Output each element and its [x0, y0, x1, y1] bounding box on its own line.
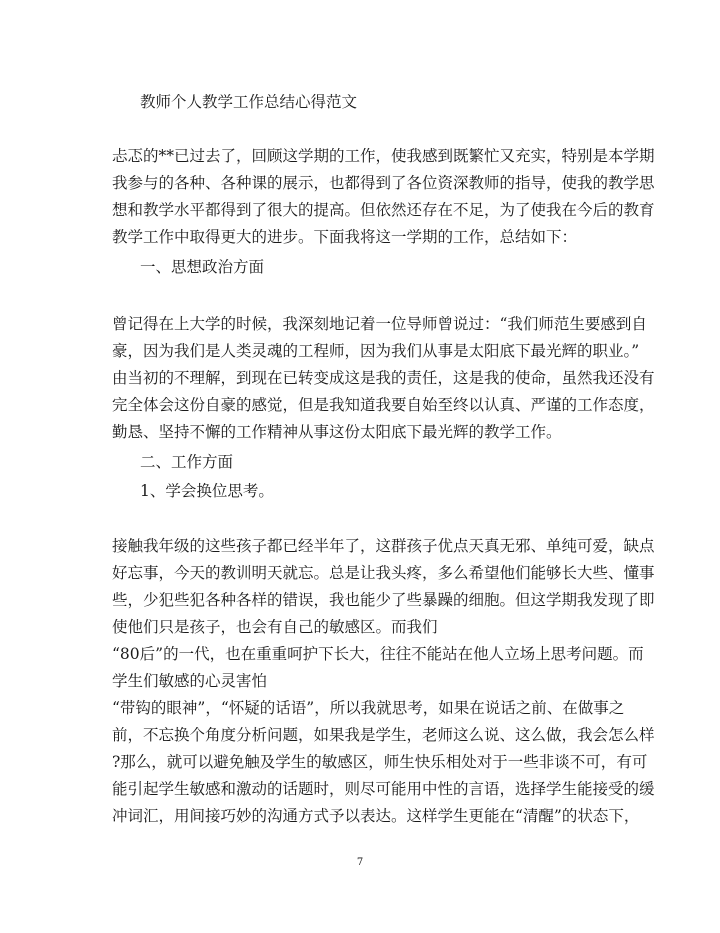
text-line: 冲词汇，用间接巧妙的沟通方式予以表达。这样学生更能在“清醒”的状态下， [112, 807, 640, 825]
text-line: 豪，因为我们是人类灵魂的工程师，因为我们从事是太阳底下最光辉的职业。” [112, 342, 640, 360]
text-line: “80后”的一代，也在重重呵护下长大，往往不能站在他人立场上思考问题。而 [112, 645, 644, 663]
text-line: 能引起学生敏感和激动的话题时，则尽可能用中性的言语，选择学生能接受的缓 [112, 780, 655, 798]
text-line: 我参与的各种、各种课的展示，也都得到了各位资深教师的指导，使我的教学思 [112, 174, 655, 192]
section-heading-2: 二、工作方面 [140, 453, 234, 471]
text-line: 想和教学水平都得到了很大的提高。但依然还存在不足，为了使我在今后的教育 [112, 201, 655, 219]
text-line: “带钩的眼神”，“怀疑的话语”，所以我就思考，如果在说话之前、在做事之 [112, 699, 625, 717]
text-line: 曾记得在上大学的时候，我深刻地记着一位导师曾说过：“我们师范生要感到自 [112, 315, 647, 333]
document-title: 教师个人教学工作总结心得范文 [140, 93, 358, 111]
text-line: 忐忑的**已过去了，回顾这学期的工作，使我感到既繁忙又充实，特别是本学期 [112, 147, 655, 165]
subsection-heading-1: 1、学会换位思考。 [140, 482, 274, 500]
text-line: ?那么，就可以避免触及学生的敏感区，师生快乐相处对于一些非谈不可，有可 [112, 753, 648, 771]
text-line: 教学工作中取得更大的进步。下面我将这一学期的工作，总结如下： [112, 228, 578, 246]
text-line: 勤恳、坚持不懈的工作精神从事这份太阳底下最光辉的教学工作。 [112, 423, 562, 441]
text-line: 学生们敏感的心灵害怕 [112, 672, 268, 690]
text-line: 前，不忘换个角度分析问题，如果我是学生，老师这么说、这么做，我会怎么样 [112, 726, 655, 744]
text-line: 使他们只是孩子，也会有自己的敏感区。而我们 [112, 618, 438, 636]
text-line: 完全体会这份自豪的感觉，但是我知道我要自始至终以认真、严谨的工作态度， [112, 396, 655, 414]
section-heading-1: 一、思想政治方面 [140, 258, 265, 276]
text-line: 接触我年级的这些孩子都已经半年了，这群孩子优点天真无邪、单纯可爱，缺点 [112, 537, 655, 555]
page-number: 7 [356, 857, 364, 868]
text-line: 好忘事，今天的教训明天就忘。总是让我头疼，多么希望他们能够长大些、懂事 [112, 564, 655, 582]
text-line: 由当初的不理解，到现在已转变成这是我的责任，这是我的使命，虽然我还没有 [112, 369, 655, 387]
text-line: 些，少犯些犯各种各样的错误，我也能少了些暴躁的细胞。但这学期我发现了即 [112, 591, 655, 609]
